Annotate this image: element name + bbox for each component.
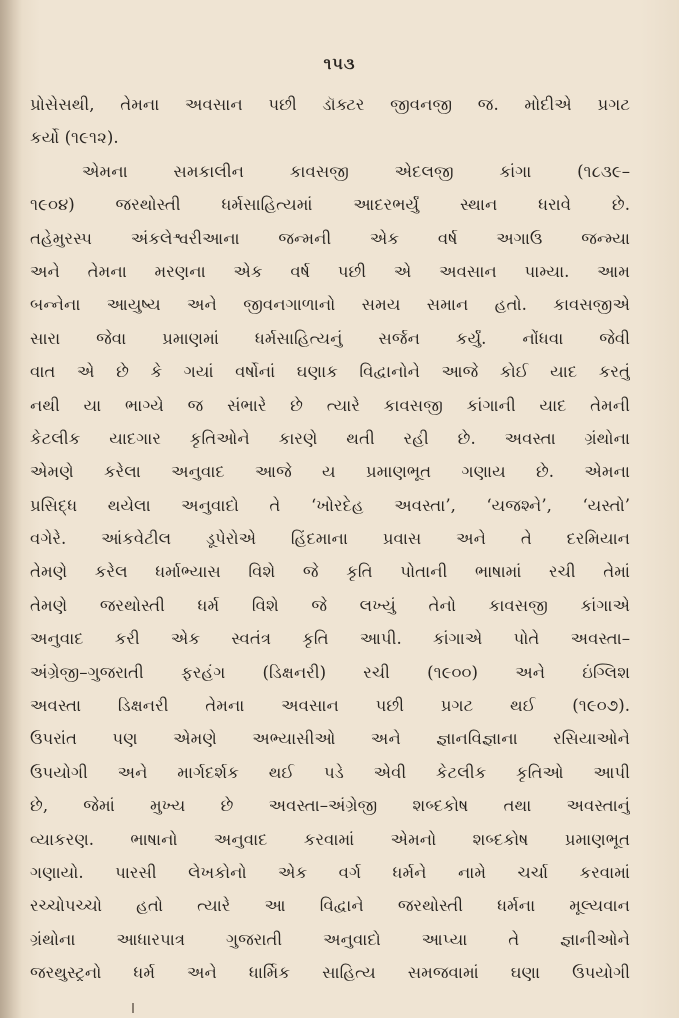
text-line: કર્યો (૧૯૧૨). xyxy=(30,128,119,148)
print-mark xyxy=(132,1003,134,1013)
text-line: અવસ્તા ડિક્ષનરી તેમના અવસાન પછી પ્રગટ થઈ (૧૯૦૭). xyxy=(30,696,630,716)
text-line: એમના સમકાલીન કાવસજી એદલજી કાંગા (૧૮૩૯– xyxy=(82,161,630,181)
text-line: નથી યા ભાગ્યે જ સંભારે છે ત્યારે કાવસજી કાંગાની યાદ તેમની xyxy=(30,395,630,415)
text-line: અને તેમના મરણના એક વર્ષ પછી એ અવસાન પામ્યા. આમ xyxy=(30,261,630,281)
binding-shadow xyxy=(0,0,22,1018)
text-line: તેમણે કરેલ ધર્માભ્યાસ વિશે જે કૃતિ પોતાની ભાષામાં રચી તેમાં xyxy=(30,562,630,582)
text-line: જરથુસ્ટ્રનો ધર્મ અને ધાર્મિક સાહિત્ય સમજવામાં ઘણા ઉપયોગી xyxy=(30,963,630,983)
text-line: ૧૯૦૪) જરથોસ્તી ધર્મસાહિત્યમાં આદરભર્યું સ્થાન ધરાવે છે. xyxy=(30,195,630,215)
text-line: તહેમુરસ્પ અંકલેશ્વરીઆના જન્મની એક વર્ષ અગાઉ જન્મ્યા xyxy=(30,228,630,248)
text-line: વગેરે. આંકવેટીલ ડૂપેરોએ હિંદમાના પ્રવાસ અને તે દરમિયાન xyxy=(30,529,630,549)
text-line: વાત એ છે કે ગયાં વર્ષોનાં ઘણાક વિદ્વાનોને આજે કોઈ યાદ કરતું xyxy=(30,362,630,382)
text-line: રચ્ચોપચ્ચો હતો ત્યારે આ વિદ્વાને જરથોસ્તી ધર્મના મૂલ્યવાન xyxy=(30,896,630,916)
page-number: ૧૫૩ xyxy=(323,54,356,73)
text-line: એમણે કરેલા અનુવાદ આજે ય પ્રમાણભૂત ગણાય છે. એમના xyxy=(30,462,630,482)
body-text xyxy=(30,88,630,990)
text-line: અનુવાદ કરી એક સ્વતંત્ર કૃતિ આપી. કાંગાએ પોતે અવસ્તા– xyxy=(30,629,630,649)
text-line: ઉપયોગી અને માર્ગદર્શક થઈ પડે એવી કેટલીક કૃતિઓ આપી xyxy=(30,762,630,782)
text-line: ઉપરાંત પણ એમણે અભ્યાસીઓ અને જ્ઞાનવિજ્ઞાના રસિયાઓને xyxy=(30,729,630,749)
text-line: બન્નેના આયુષ્ય અને જીવનગાળાનો સમય સમાન હતો. કાવસજીએ xyxy=(30,295,630,315)
text-line: પ્રોસેસથી, તેમના અવસાન પછી ડૉક્ટર જીવનજી જ. મોદીએ પ્રગટ xyxy=(30,95,630,114)
text-line: પ્રસિદ્ધ થયેલા અનુવાદો તે ‘ખોરદેહ અવસ્તા’, ‘યજશ્ને’, ‘યસ્તો’ xyxy=(30,495,630,515)
text-line: અંગ્રેજી–ગુજરાતી ફરહંગ (ડિક્ષનરી) રચી (૧૯૦૦) અને ઇંગ્લિશ xyxy=(30,662,630,682)
text-line: ગ્રંથોના આધારપાત્ર ગુજરાતી અનુવાદો આપ્યા તે જ્ઞાનીઓને xyxy=(30,929,630,949)
text-line: છે, જેમાં મુખ્ય છે અવસ્તા–અંગ્રેજી શબ્દકોષ તથા અવસ્તાનું xyxy=(30,796,630,816)
text-line: ગણાયો. પારસી લેખકોનો એક વર્ગ ધર્મને નામે ચર્ચા કરવામાં xyxy=(30,862,630,882)
text-line: સારા જેવા પ્રમાણમાં ધર્મસાહિત્યનું સર્જન કર્યું. નોંધવા જેવી xyxy=(30,328,630,348)
text-line: તેમણે જરથોસ્તી ધર્મ વિશે જે લખ્યું તેનો કાવસજી કાંગાએ xyxy=(30,595,630,615)
text-line: કેટલીક યાદગાર કૃતિઓને કારણે થતી રહી છે. અવસ્તા ગ્રંથોના xyxy=(30,428,630,448)
text-line: વ્યાકરણ. ભાષાનો અનુવાદ કરવામાં એમનો શબ્દકોષ પ્રમાણભૂત xyxy=(30,829,630,849)
